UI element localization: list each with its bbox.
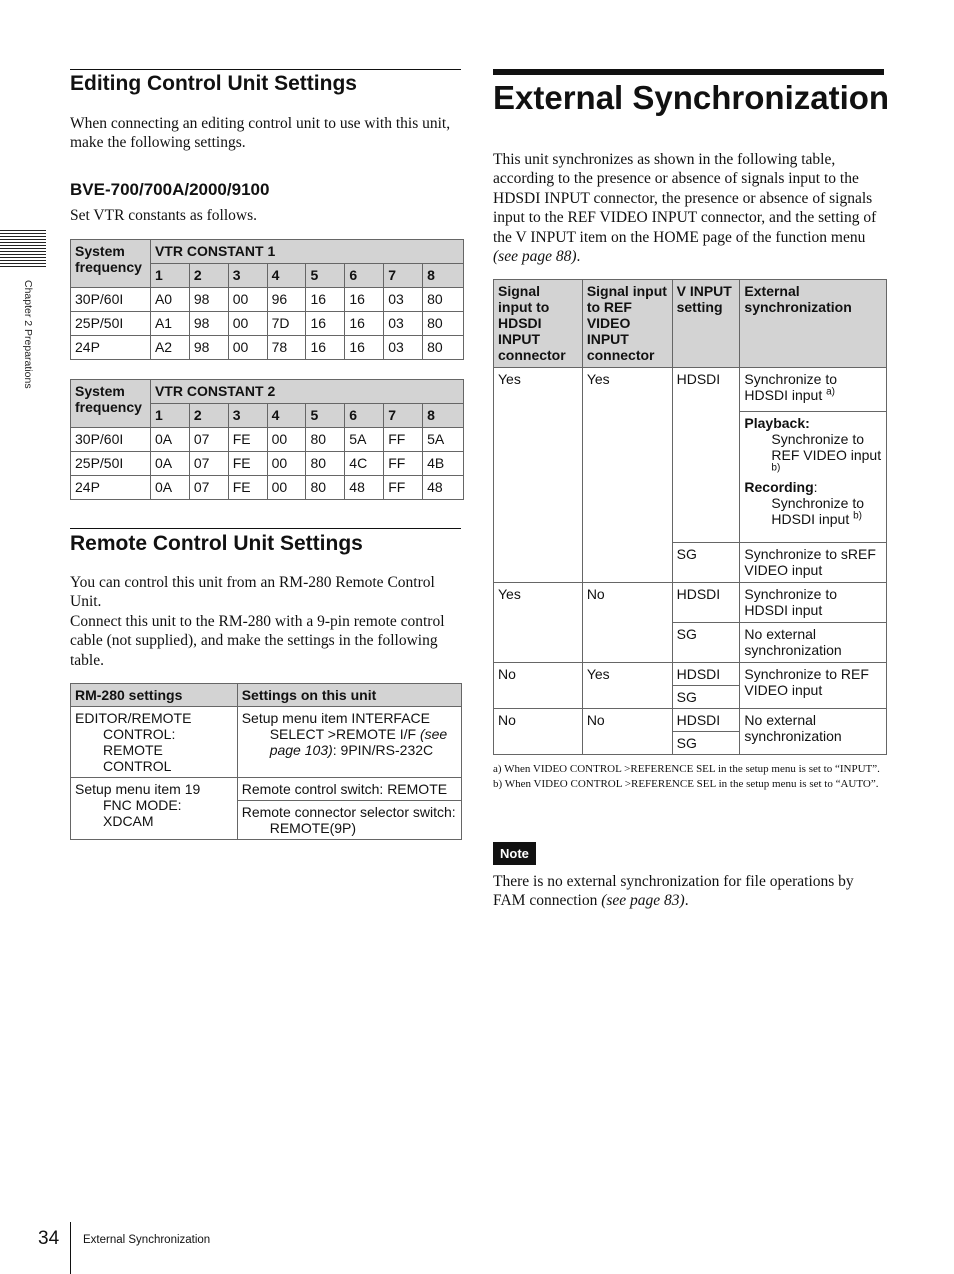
value-cell: 07	[189, 428, 228, 452]
table-cell: Remote control switch: REMOTE	[237, 778, 461, 801]
table-row	[71, 452, 464, 476]
remote-para-1: You can control this unit from an RM-280 Remote Control Unit.	[70, 574, 435, 611]
table-cell: Synchronize to HDSDI input	[740, 583, 887, 623]
page-reference[interactable]: (see page 83)	[601, 892, 685, 910]
table-cell: Yes	[582, 368, 672, 583]
value-cell: FF	[384, 428, 423, 452]
col-system-frequency: System frequency	[71, 380, 151, 428]
value-cell: 07	[189, 476, 228, 500]
value-cell: A1	[150, 312, 189, 336]
table-row	[494, 368, 887, 412]
value-cell: 48	[423, 476, 464, 500]
table-cell: No external synchronization	[740, 623, 887, 663]
num-cell: 3	[228, 264, 267, 288]
table-cell: HDSDI	[672, 709, 740, 732]
value-cell: 80	[423, 312, 464, 336]
chapter-tab-lines	[0, 230, 46, 270]
value-cell: 80	[306, 476, 345, 500]
value-cell: 5A	[345, 428, 384, 452]
footer-section: External Synchronization	[83, 1234, 211, 1246]
footnotes	[493, 762, 885, 791]
frequency-cell: 24P	[71, 336, 151, 360]
num-cell: 6	[345, 404, 384, 428]
value-cell: 16	[306, 336, 345, 360]
table-cell: Remote connector selector switch: REMOTE(9P)	[237, 801, 461, 840]
table-cell: Setup menu item 19 FNC MODE: XDCAM	[71, 778, 238, 840]
table-row	[71, 336, 464, 360]
table-row	[71, 312, 464, 336]
table-cell: No	[494, 709, 583, 755]
value-cell: 98	[189, 336, 228, 360]
num-cell: 2	[189, 404, 228, 428]
section-rule	[70, 528, 461, 529]
value-cell: 0A	[150, 452, 189, 476]
section-rule	[70, 69, 461, 70]
value-cell: 16	[345, 336, 384, 360]
table-cell: HDSDI	[672, 368, 740, 543]
value-cell: 4C	[345, 452, 384, 476]
table-row	[494, 709, 887, 732]
frequency-cell: 25P/50I	[71, 452, 151, 476]
note-badge: Note	[493, 842, 536, 865]
value-cell: 03	[384, 288, 423, 312]
col-rm280-settings: RM-280 settings	[71, 684, 238, 707]
table-cell: Yes	[494, 583, 583, 663]
table-cell: SG	[672, 623, 740, 663]
value-cell: 00	[228, 312, 267, 336]
frequency-cell: 25P/50I	[71, 312, 151, 336]
table-row	[71, 707, 462, 778]
num-cell: 5	[306, 264, 345, 288]
page-reference[interactable]: (see page 103)	[269, 726, 448, 758]
value-cell: 98	[189, 312, 228, 336]
rm280-settings-table	[70, 683, 462, 840]
num-cell: 5	[306, 404, 345, 428]
table-cell: Yes	[582, 663, 672, 709]
value-cell: A2	[150, 336, 189, 360]
footnote-a: a) When VIDEO CONTROL >REFERENCE SEL in the setup menu is set to “INPUT”.	[493, 763, 880, 775]
table-cell: SG	[672, 732, 740, 755]
num-cell: 1	[150, 404, 189, 428]
num-cell: 4	[267, 264, 306, 288]
value-cell: 00	[267, 476, 306, 500]
remote-para-2: Connect this unit to the RM-280 with a 9-pin remote control cable (not supplied), and make the settings in the following table.	[70, 613, 445, 669]
value-cell: 80	[423, 336, 464, 360]
chapter-label: Chapter 2 Preparations	[22, 280, 34, 389]
value-cell: 80	[306, 452, 345, 476]
table-row	[71, 428, 464, 452]
value-cell: 80	[423, 288, 464, 312]
value-cell: A0	[150, 288, 189, 312]
col-settings-on-unit: Settings on this unit	[237, 684, 461, 707]
set-vtr-text: Set VTR constants as follows.	[70, 207, 257, 224]
num-cell: 1	[150, 264, 189, 288]
note-text: There is no external synchronization for file operations by FAM connection (see page 83).	[493, 873, 854, 910]
value-cell: 07	[189, 452, 228, 476]
remote-title: Remote Control Unit Settings	[70, 532, 363, 555]
value-cell: FE	[228, 452, 267, 476]
page-title: External Synchronization	[493, 79, 890, 116]
table-row	[71, 476, 464, 500]
page-reference[interactable]: (see page 88)	[493, 248, 577, 266]
value-cell: FE	[228, 428, 267, 452]
table-cell: EDITOR/REMOTE CONTROL: REMOTE CONTROL	[71, 707, 238, 778]
model-heading: BVE-700/700A/2000/9100	[70, 180, 270, 199]
value-cell: 7D	[267, 312, 306, 336]
value-cell: 00	[228, 336, 267, 360]
table-cell: No	[582, 709, 672, 755]
value-cell: 16	[345, 312, 384, 336]
num-cell: 3	[228, 404, 267, 428]
table-cell: Synchronize to HDSDI input $^{a)}$	[740, 368, 887, 412]
table-cell: SG	[672, 543, 740, 583]
table-cell: No	[582, 583, 672, 663]
num-cell: 7	[384, 404, 423, 428]
num-cell: 2	[189, 264, 228, 288]
table-row	[494, 663, 887, 686]
value-cell: 00	[267, 428, 306, 452]
value-cell: 0A	[150, 428, 189, 452]
table-cell: HDSDI	[672, 663, 740, 686]
table-row	[71, 288, 464, 312]
value-cell: 80	[306, 428, 345, 452]
value-cell: 78	[267, 336, 306, 360]
frequency-cell: 24P	[71, 476, 151, 500]
title-bar	[493, 69, 884, 75]
vtr-constant-1-table	[70, 239, 464, 360]
editing-intro: When connecting an editing control unit to use with this unit, make the following settings.	[70, 115, 451, 152]
num-cell: 4	[267, 404, 306, 428]
col-ref-video-input: Signal input to REF VIDEO INPUT connector	[582, 280, 672, 368]
table-cell: Synchronize to sREF VIDEO input	[740, 543, 887, 583]
table-cell: Yes	[494, 368, 583, 583]
value-cell: 00	[228, 288, 267, 312]
page-number: 34	[38, 1228, 60, 1249]
value-cell: 0A	[150, 476, 189, 500]
value-cell: 16	[306, 288, 345, 312]
num-cell: 7	[384, 264, 423, 288]
col-system-frequency: System frequency	[71, 240, 151, 288]
num-cell: 6	[345, 264, 384, 288]
value-cell: 16	[345, 288, 384, 312]
value-cell: 03	[384, 336, 423, 360]
value-cell: 03	[384, 312, 423, 336]
value-cell: FE	[228, 476, 267, 500]
value-cell: 5A	[423, 428, 464, 452]
footnote-b: b) When VIDEO CONTROL >REFERENCE SEL in the setup menu is set to “AUTO”.	[493, 777, 879, 790]
frequency-cell: 30P/60I	[71, 428, 151, 452]
frequency-cell: 30P/60I	[71, 288, 151, 312]
footer-divider	[70, 1222, 71, 1274]
table-cell: Setup menu item INTERFACE SELECT >REMOTE I/F (see page 103): 9PIN/RS-232C	[237, 707, 461, 778]
num-cell: 8	[423, 404, 464, 428]
col-vtr-constant: VTR CONSTANT 1	[150, 240, 463, 264]
value-cell: FF	[384, 452, 423, 476]
col-hdsdi-input: Signal input to HDSDI INPUT connector	[494, 280, 583, 368]
value-cell: FF	[384, 476, 423, 500]
table-cell: No external synchronization	[740, 709, 887, 755]
num-cell: 8	[423, 264, 464, 288]
vtr-constant-2-table	[70, 379, 464, 500]
table-cell: HDSDI	[672, 583, 740, 623]
col-vtr-constant: VTR CONSTANT 2	[150, 380, 463, 404]
value-cell: 16	[306, 312, 345, 336]
value-cell: 48	[345, 476, 384, 500]
value-cell: 96	[267, 288, 306, 312]
table-cell: Playback: Synchronize to REF VIDEO input $^{b)}$ Recording: Synchronize to HDSDI input $^{b)}$	[740, 412, 887, 543]
table-row	[494, 583, 887, 623]
table-row	[71, 778, 462, 801]
col-external-sync: External synchronization	[740, 280, 887, 368]
value-cell: 00	[267, 452, 306, 476]
external-sync-table	[493, 279, 887, 755]
value-cell: 98	[189, 288, 228, 312]
editing-title: Editing Control Unit Settings	[70, 72, 357, 95]
sync-intro: This unit synchronizes as shown in the following table, according to the presence or absence of signals input to the HDSDI INPUT connector, the presence or absence of signals input to the REF VIDEO INPUT connector, and the setting of the V INPUT item on the HOME page of the function menu (see page 88).	[493, 151, 877, 266]
value-cell: 4B	[423, 452, 464, 476]
col-v-input-setting: V INPUT setting	[672, 280, 740, 368]
table-cell: SG	[672, 686, 740, 709]
table-cell: Synchronize to REF VIDEO input	[740, 663, 887, 709]
table-cell: No	[494, 663, 583, 709]
